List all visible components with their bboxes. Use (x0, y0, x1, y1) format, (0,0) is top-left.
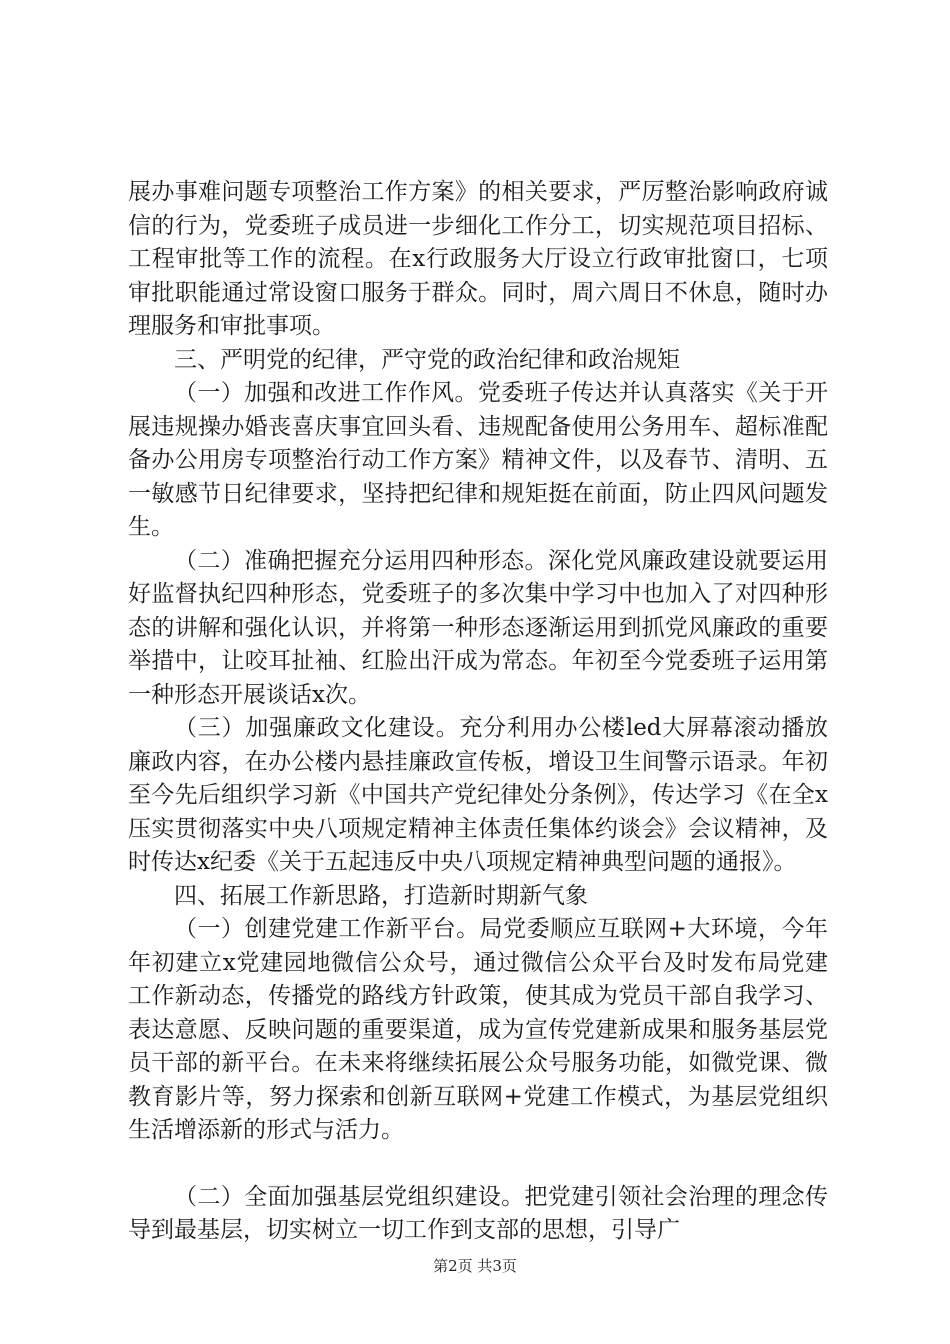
document-body (128, 176, 828, 1248)
section-heading-four: 四、拓展工作新思路，打造新时期新气象 (174, 882, 588, 909)
paragraph-continuation: 展办事难问题专项整治工作方案》的相关要求，严厉整治影响政府诚信的行为，党委班子成员进一步细化工作分工，切实规范项目招标、工程审批等工作的流程。在x行政服务大厅设立行政审批窗口，七项审批职能通过常设窗口服务于群众。同时，周六周日不休息，随时办理服务和审批事项。 (128, 179, 828, 339)
paragraph-work-style: （一）加强和改进工作作风。党委班子传达并认真落实《关于开展违规操办婚丧喜庆事宜回头看、违规配备使用公务用车、超标准配备办公用房专项整治行动工作方案》精神文件，以及春节、清明、五一敏感节日纪律要求，坚持把纪律和规矩挺在前面，防止四风问题发生。 (128, 380, 828, 540)
paragraph-new-platform: （一）创建党建工作新平台。局党委顺应互联网+大环境，今年年初建立x党建园地微信公众号，通过微信公众平台及时发布局党建工作新动态，传播党的路线方针政策，使其成为党员干部自我学习、表达意愿、反映问题的重要渠道，成为宣传党建新成果和服务基层党员干部的新平台。在未来将继续拓展公众号服务功能，如微党课、微教育影片等，努力探索和创新互联网+党建工作模式，为基层党组织生活增添新的形式与活力。 (128, 916, 828, 1143)
paragraph-four-forms: （二）准确把握充分运用四种形态。深化党风廉政建设就要运用好监督执纪四种形态，党委班子的多次集中学习中也加入了对四种形态的讲解和强化认识，并将第一种形态逐渐运用到抓党风廉政的重要举措中，让咬耳扯袖、红脸出汗成为常态。年初至今党委班子运用第一种形态开展谈话x次。 (128, 547, 828, 708)
paragraph-grassroots: （二）全面加强基层党组织建设。把党建引领社会治理的理念传导到最基层，切实树立一切工作到支部的思想，引导广 (128, 1183, 828, 1243)
section-heading-three: 三、严明党的纪律，严守党的政治纪律和政治规矩 (174, 346, 680, 373)
page-number-footer: 第2页 共3页 (433, 1257, 517, 1275)
paragraph-integrity-culture: （三）加强廉政文化建设。充分利用办公楼led大屏幕滚动播放廉政内容，在办公楼内悬挂廉政宣传板，增设卫生间警示语录。年初至今先后组织学习新《中国共产党纪律处分条例》，传达学习《在全x压实贯彻落实中央八项规定精神主体责任集体约谈会》会议精神，及时传达x纪委《关于五起违反中央八项规定精神典型问题的通报》。 (128, 715, 828, 875)
